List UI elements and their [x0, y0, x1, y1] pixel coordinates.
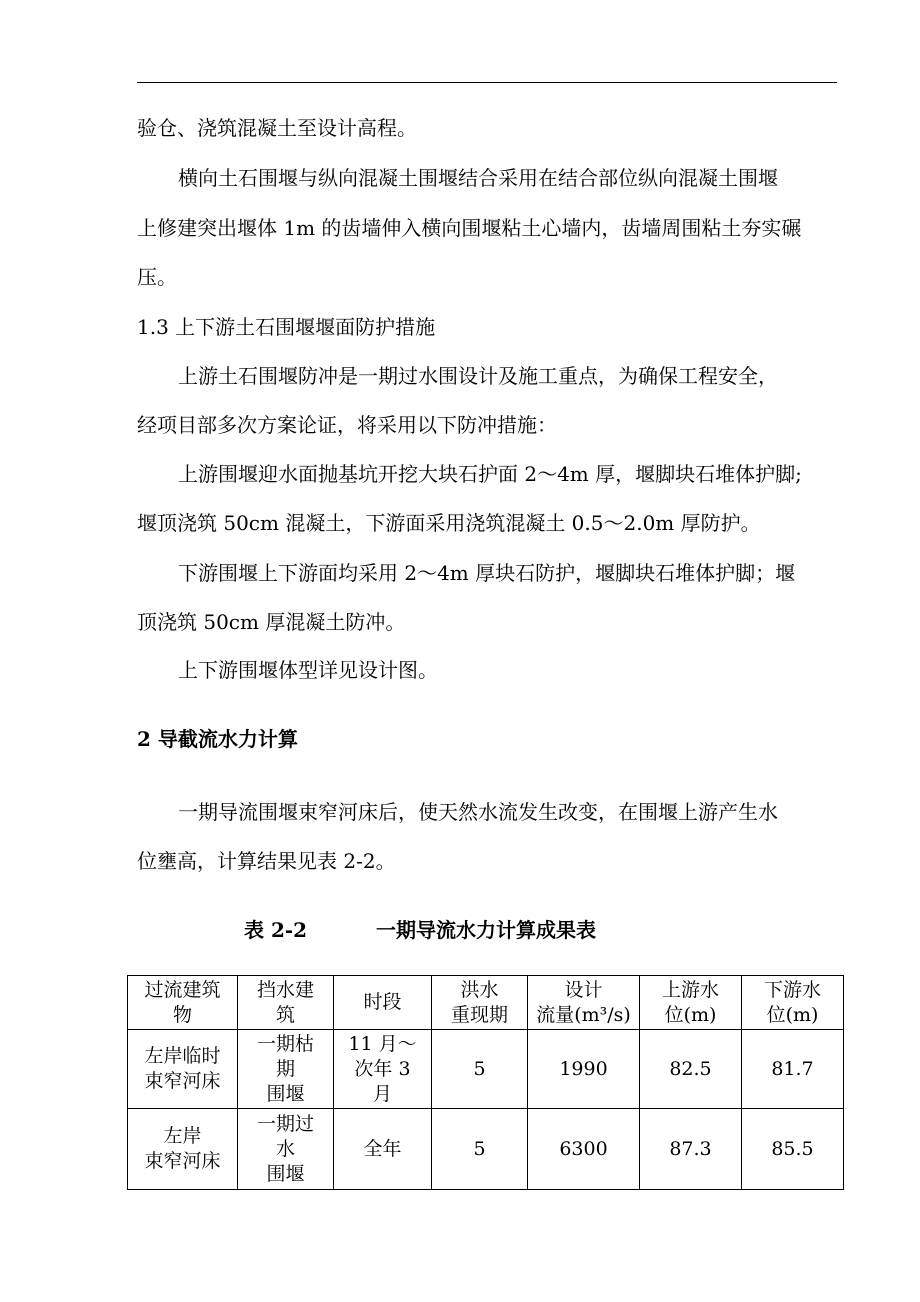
table-cell: 87.3 — [640, 1109, 742, 1190]
table-row — [128, 1030, 844, 1109]
table-cell: 1990 — [528, 1030, 640, 1109]
table-cell: 一期枯 期 围堰 — [238, 1030, 334, 1109]
paragraph-2-line-3: 压。 — [137, 265, 177, 289]
table-cell: 5 — [432, 1030, 528, 1109]
table-cell: 一期过 水 围堰 — [238, 1109, 334, 1190]
paragraph-3-line-1: 上游土石围堰防冲是一期过水围设计及施工重点，为确保工程安全， — [178, 364, 778, 388]
header-cell: 上游水 位(m) — [640, 976, 742, 1030]
paragraph-4-line-2: 堰顶浇筑 50cm 混凝土，下游面采用浇筑混凝土 0.5～2.0m 厚防护。 — [137, 511, 761, 535]
paragraph-6: 上下游围堰体型详见设计图。 — [178, 658, 438, 682]
table-cell: 全年 — [334, 1109, 432, 1190]
paragraph-7-line-2: 位壅高，计算结果见表 2-2。 — [137, 849, 396, 873]
paragraph-3-line-2: 经项目部多次方案论证，将采用以下防冲措施： — [137, 413, 557, 437]
table-cell: 11 月～ 次年 3 月 — [334, 1030, 432, 1109]
table-caption-number: 表 2-2 — [244, 918, 308, 942]
hydraulic-results-table — [127, 975, 844, 1190]
paragraph-5-line-1: 下游围堰上下游面均采用 2～4m 厚块石防护，堰脚块石堆体护脚；堰 — [178, 561, 796, 585]
table-cell: 5 — [432, 1109, 528, 1190]
section-heading-1-3: 1.3 上下游土石围堰堰面防护措施 — [137, 315, 436, 339]
header-cell: 过流建筑 物 — [128, 976, 238, 1030]
table-cell: 85.5 — [742, 1109, 844, 1190]
header-cell: 洪水 重现期 — [432, 976, 528, 1030]
table-cell: 左岸临时 束窄河床 — [128, 1030, 238, 1109]
paragraph-7-line-1: 一期导流围堰束窄河床后，使天然水流发生改变，在围堰上游产生水 — [178, 800, 778, 824]
table-row — [128, 1109, 844, 1190]
paragraph-1: 验仓、浇筑混凝土至设计高程。 — [137, 116, 417, 140]
header-cell: 下游水 位(m) — [742, 976, 844, 1030]
table-caption-title: 一期导流水力计算成果表 — [376, 918, 596, 942]
section-heading-2: 2 导截流水力计算 — [137, 727, 298, 751]
header-cell: 挡水建 筑 — [238, 976, 334, 1030]
header-cell: 设计 流量(m³/s) — [528, 976, 640, 1030]
table-cell: 81.7 — [742, 1030, 844, 1109]
header-cell: 时段 — [334, 976, 432, 1030]
table-cell: 左岸 束窄河床 — [128, 1109, 238, 1190]
paragraph-2-line-2: 上修建突出堰体 1m 的齿墙伸入横向围堰粘土心墙内，齿墙周围粘土夯实碾 — [137, 216, 802, 240]
table-header-row — [128, 976, 844, 1030]
table-cell: 82.5 — [640, 1030, 742, 1109]
paragraph-5-line-2: 顶浇筑 50cm 厚混凝土防冲。 — [137, 610, 406, 634]
paragraph-4-line-1: 上游围堰迎水面抛基坑开挖大块石护面 2～4m 厚，堰脚块石堆体护脚; — [178, 462, 802, 486]
paragraph-2-line-1: 横向土石围堰与纵向混凝土围堰结合采用在结合部位纵向混凝土围堰 — [178, 166, 778, 190]
header-rule — [137, 82, 837, 83]
table-cell: 6300 — [528, 1109, 640, 1190]
